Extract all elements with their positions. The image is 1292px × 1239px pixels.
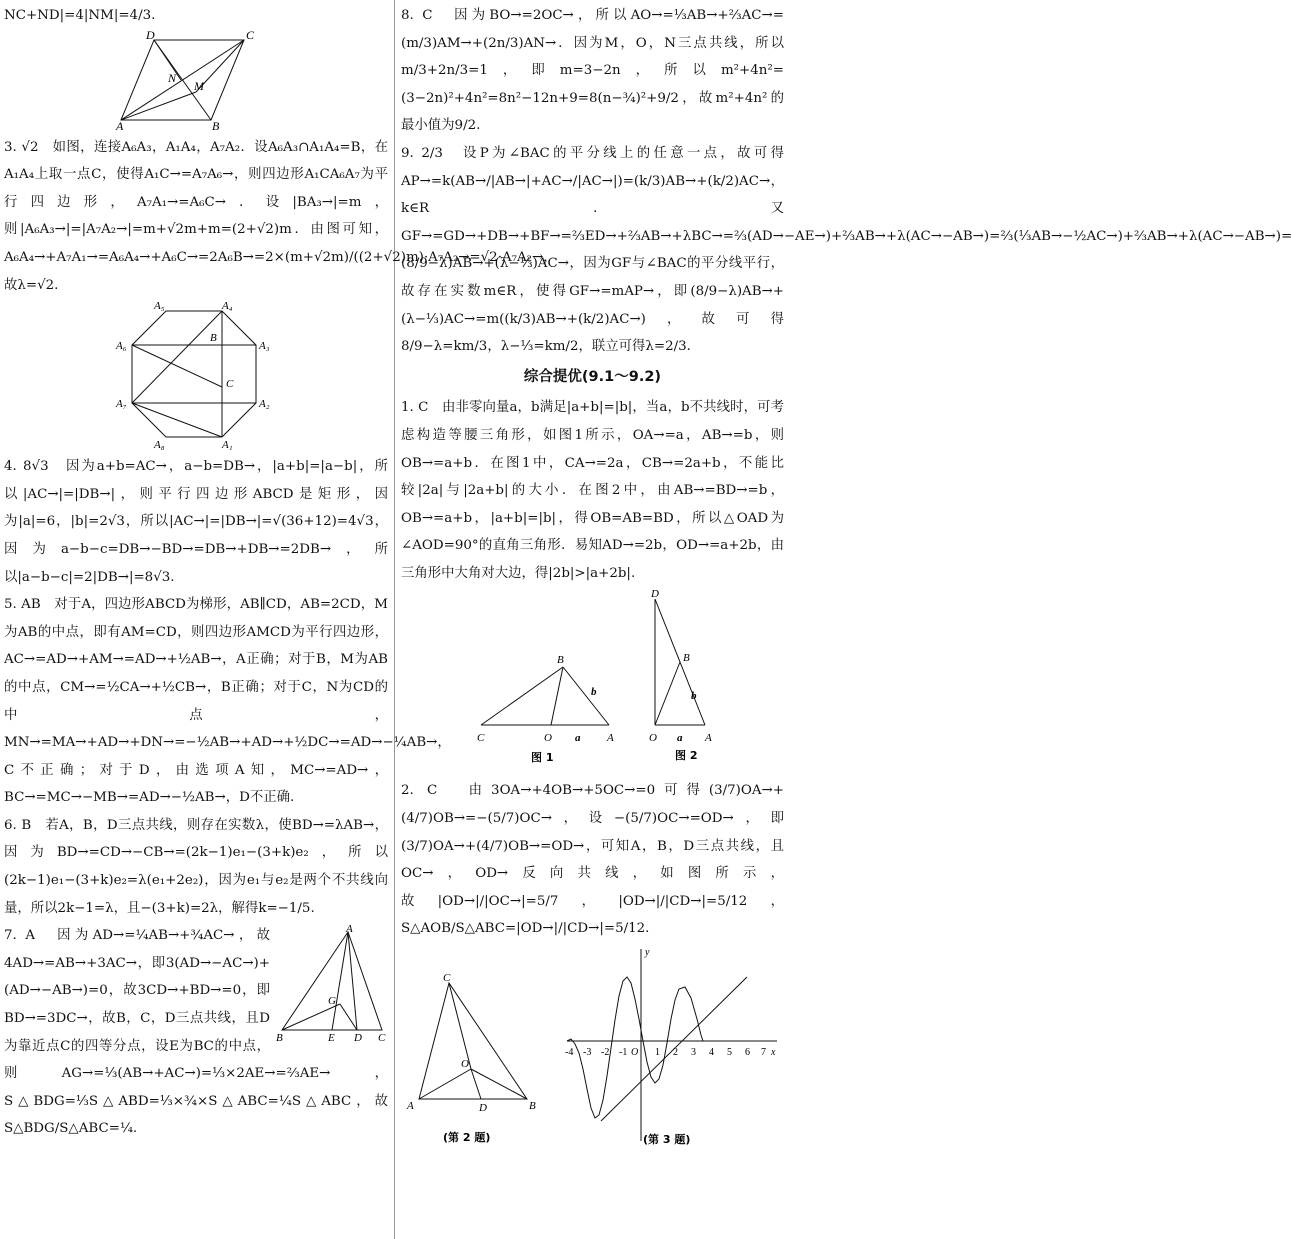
- solution-8: 8. C 因为BO→=2OC→，所以AO→=⅓AB→+⅔AC→=(m/3)AM→+(2n/3)AN→．因为M，O，N三点共线，所以m/3+2n/3=1，即m=3−2n，所以m²+4n²=(3−2n)²+4n²=8n²−12n+9=8(n−¾)²+9/2，故m²+4n²的最小值为9/2.: [401, 8, 784, 134]
- label-d: D: [146, 27, 155, 42]
- label-a4: A₄: [222, 300, 233, 313]
- fig2-label-o: O: [649, 732, 657, 745]
- label-a3: A₃: [259, 340, 270, 353]
- q3-tick-4: 4: [709, 1047, 714, 1059]
- label-c-oct: C: [226, 378, 234, 391]
- parallelogram-svg: [116, 27, 276, 133]
- figure-2-svg: [641, 587, 731, 761]
- solution-3: 3. √2 如图，连接A₆A₃，A₁A₄，A₇A₂．设A₆A₃∩A₁A₄=B，在A₁A₄上取一点C，使得A₁C→=A₇A₆→，则四边形A₁CA₆A₇为平行四边形，A₇A₁→=A₆C→．设|BA₃→|=m，则|A₆A₃→|=|A₇A₂→|=m+√2m+m=(2+√2)m．由图可知，A₆A₄→+A₇A₁→=A₆A₄→+A₆C→=2A₆B→=2×(m+√2m)/((2+√2)m)·A₇A₂→=√2·A₇A₂→，故λ=√2.: [4, 139, 557, 293]
- q3-tick-neg4: -4: [565, 1047, 574, 1059]
- solution-7: 7. A 因为AD→=¼AB→+¾AC→，故4AD→=AB→+3AC→，即3(AD→−AC→)+(AD→−AB→)=0，故3CD→+BD→=0，即BD→=3DC→，故B，C，D三点共线，且D为靠近点C的四等分点，设E为BC的中点，则AG→=⅓(AB→+AC→)=⅓×2AE→=⅔AE→，S△BDG=⅓S△ABD=⅓×¾×S△ABC=¼S△ABC，故S△BDG/S△ABC=¼.: [4, 928, 388, 1137]
- figures-q2-q3: [401, 943, 784, 1148]
- q3-axis-x: x: [771, 1047, 776, 1059]
- fig2-label-d: D: [651, 588, 659, 601]
- fig2-label-a: A: [705, 732, 712, 745]
- label-b7: B: [276, 1032, 283, 1045]
- label-a8: A₈: [154, 439, 165, 452]
- fig1-label-b: B: [557, 654, 564, 667]
- figure-q3-svg: [561, 943, 783, 1147]
- triangle-7-svg: [276, 923, 388, 1045]
- fig1-label-a: A: [607, 732, 614, 745]
- label-a5: A₅: [154, 300, 165, 313]
- label-m: M: [194, 78, 204, 93]
- label-b-oct: B: [210, 332, 217, 345]
- q3-axis-y: y: [645, 947, 650, 959]
- octagon-svg: [116, 299, 276, 452]
- label-e7: E: [328, 1032, 335, 1045]
- fig2-label-b: B: [683, 652, 690, 665]
- label-a6: A₆: [116, 340, 127, 353]
- label-g: G: [328, 995, 336, 1008]
- label-d7: D: [354, 1032, 362, 1045]
- label-a: A: [116, 118, 124, 133]
- q3-tick-neg2: -2: [601, 1047, 610, 1059]
- fig1-label-c: C: [477, 732, 485, 745]
- label-n: N: [168, 70, 177, 85]
- q2-label-c: C: [443, 972, 451, 985]
- solution-7-block: [4, 922, 388, 1143]
- fig2-label-vec-a: a: [677, 732, 683, 745]
- figure-1-svg: [471, 601, 631, 765]
- q2-label-o: O: [461, 1058, 469, 1071]
- figure-q3-caption: (第 3 题): [643, 1133, 691, 1147]
- q3-tick-2: 2: [673, 1047, 678, 1059]
- label-b: B: [212, 118, 220, 133]
- q2-label-a: A: [407, 1100, 414, 1113]
- q3-tick-1: 1: [655, 1047, 660, 1059]
- parallelogram-figure: [4, 27, 388, 134]
- figure-q2-svg: [405, 969, 545, 1147]
- q2-label-b: B: [529, 1100, 536, 1113]
- q3-tick-7: 7: [761, 1047, 766, 1059]
- question-1: 1. C 由非零向量a，b满足|a+b|=|b|，当a，b不共线时，可考虑构造等腰三角形，如图1所示，OA→=a，AB→=b，则OB→=a+b．在图1中，CA→=2a，CB→=2a+b，不能比较|2a|与|2a+b|的大小．在图2中，由AB→=BD→=b，OB→=a+b，|a+b|=|b|，得OB=AB=BD，所以△OAD为∠AOD=90°的直角三角形．易知AD→=2b，OD→=a+2b，由三角形中大角对大边，得|2b|>|a+2b|.: [401, 400, 784, 581]
- label-a2: A₂: [259, 398, 270, 411]
- label-c7: C: [378, 1032, 386, 1045]
- q3-tick-neg1: -1: [619, 1047, 628, 1059]
- figure-q2-caption: (第 2 题): [443, 1131, 491, 1145]
- fig1-label-vec-a: a: [575, 732, 581, 745]
- q3-tick-3: 3: [691, 1047, 696, 1059]
- label-c: C: [246, 27, 255, 42]
- right-column: [401, 0, 1292, 1148]
- fig2-label-vec-b: b: [691, 690, 697, 703]
- fig1-label-o: O: [544, 732, 552, 745]
- label-a7: A₇: [116, 398, 127, 411]
- q3-tick-neg3: -3: [583, 1047, 592, 1059]
- section-heading: 综合提优(9.1～9.2): [523, 368, 662, 385]
- q3-tick-5: 5: [727, 1047, 732, 1059]
- q2-label-d: D: [479, 1102, 487, 1115]
- column-divider: [394, 0, 395, 1239]
- solution-9: 9. 2/3 设P为∠BAC的平分线上的任意一点，故可得AP→=k(AB→/|AB→|+AC→/|AC→|)=(k/3)AB→+(k/2)AC→，k∈R．又GF→=GD→+DB→+BF→=⅔ED→+⅔AB→+λBC→=⅔(AD→−AE→)+⅔AB→+λ(AC→−AB→)=⅔(⅓AB→−½AC→)+⅔AB→+λ(AC→−AB→)=(8/9−λ)AB→+(λ−⅓)AC→，因为GF与∠BAC的平分线平行，故存在实数m∈R，使得GF→=mAP→，即(8/9−λ)AB→+(λ−⅓)AC→=m((k/3)AB→+(k/2)AC→)，故可得8/9−λ=km/3，λ−⅓=km/2，联立可得λ=2/3.: [401, 145, 1292, 355]
- fig1-label-vec-b: b: [591, 686, 597, 699]
- figure-1-caption: 图 1: [531, 751, 554, 765]
- top-line: NC+ND|=4|NM|=4/3.: [4, 8, 156, 23]
- solution-4: 4. 8√3 因为a+b=AC→，a−b=DB→，|a+b|=|a−b|，所以|AC→|=|DB→|，则平行四边形ABCD是矩形，因为|a|=6，|b|=2√3，所以|AC→|=|DB→|=√(36+12)=4√3，因为a−b−c=DB→−BD→=DB→+DB→=2DB→，所以|a−b−c|=2|DB→|=8√3.: [4, 459, 388, 585]
- label-a1: A₁: [222, 439, 233, 452]
- figures-1-2: [401, 587, 784, 777]
- solution-5: 5. AB 对于A，四边形ABCD为梯形，AB∥CD，AB=2CD，M为AB的中点，即有AM=CD，则四边形AMCD为平行四边形，AC→=AD→+AM→=AD→+½AB→，A正确；对于B，M为AB的中点，CM→=½CA→+½CB→，B正确；对于C，N为CD的中点，MN→=MA→+AD→+DN→=−½AB→+AD→+½DC→=AD→−¼AB→，C不正确；对于D，由选项A知，MC→=AD→，BC→=MC→−MB→=AD→−½AB→，D不正确.: [4, 597, 451, 806]
- octagon-figure: [4, 299, 388, 453]
- question-2: 2. C 由3OA→+4OB→+5OC→=0可得(3/7)OA→+(4/7)OB→=−(5/7)OC→，设−(5/7)OC→=OD→，即(3/7)OA→+(4/7)OB→=OD→，可知A，B，D三点共线，且OC→，OD→反向共线，如图所示，故|OD→|/|OC→|=5/7，|OD→|/|CD→|=5/12，S△AOB/S△ABC=|OD→|/|CD→|=5/12.: [401, 783, 784, 937]
- label-a7-top: A: [346, 923, 353, 936]
- figure-2-caption: 图 2: [675, 749, 698, 763]
- q3-tick-6: 6: [745, 1047, 750, 1059]
- q3-origin: O: [631, 1047, 639, 1059]
- solution-6: 6. B 若A，B，D三点共线，则存在实数λ，使BD→=λAB→，因为BD→=CD→−CB→=(2k−1)e₁−(3+k)e₂，所以(2k−1)e₁−(3+k)e₂=λ(e₁+2e₂)，因为e₁与e₂是两个不共线向量，所以2k−1=λ，且−(3+k)=2λ，解得k=−1/5.: [4, 817, 388, 916]
